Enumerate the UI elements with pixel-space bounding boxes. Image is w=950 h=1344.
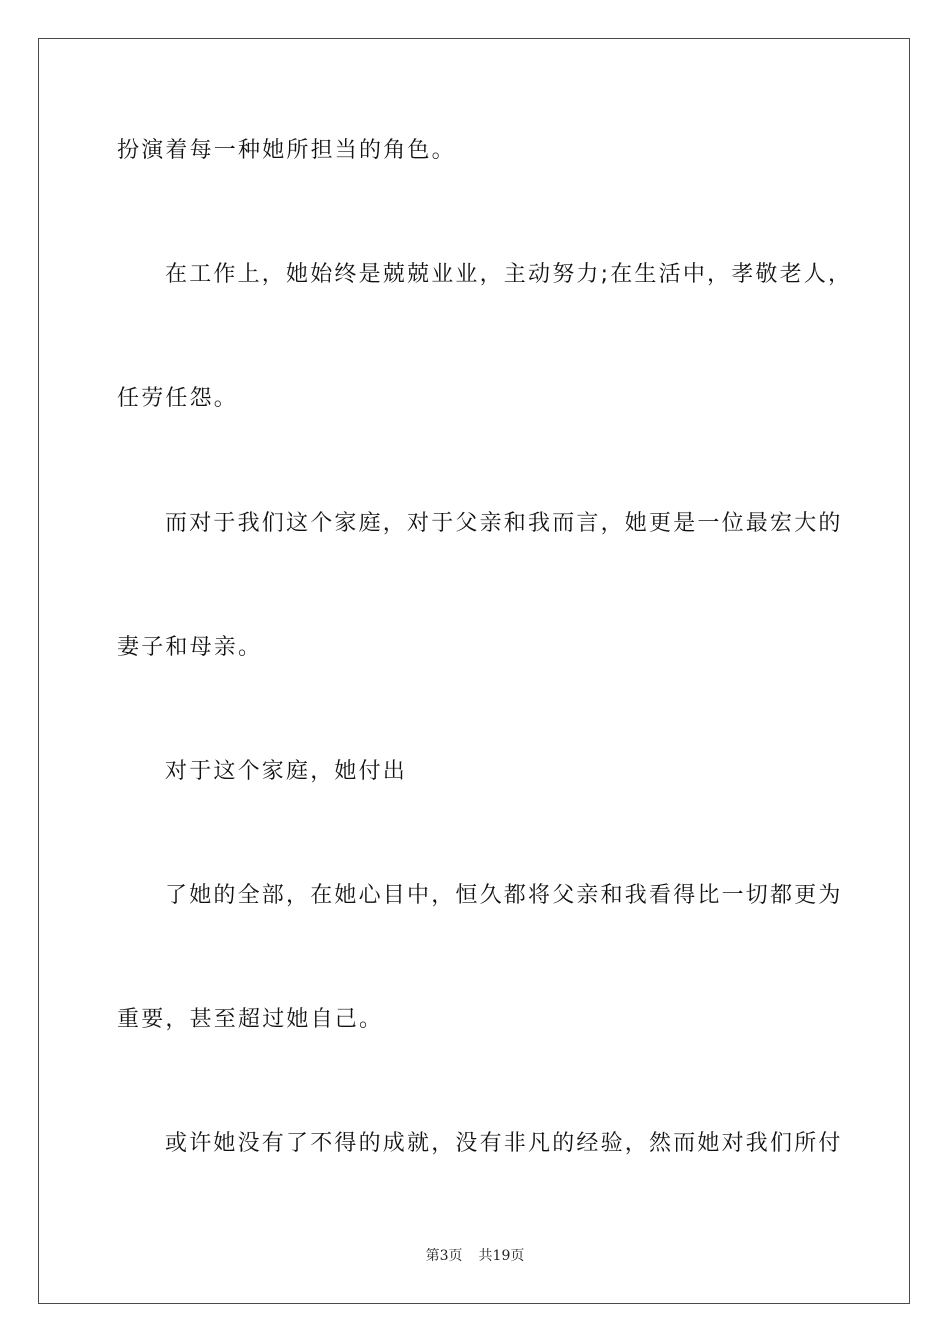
page-border: [38, 38, 910, 1304]
body-line-6: 对于这个家庭，她付出: [165, 759, 408, 784]
body-line-1: 扮演着每一种她所担当的角色。: [117, 138, 456, 163]
body-line-7: 了她的全部，在她心目中，恒久都将父亲和我看得比一切都更为: [165, 883, 843, 908]
body-line-8: 重要，甚至超过她自己。: [117, 1007, 384, 1032]
page-footer: [0, 1247, 950, 1265]
body-line-2: 在工作上，她始终是兢兢业业，主动努力;在生活中，孝敬老人，: [165, 262, 853, 287]
body-line-3: 任劳任怨。: [117, 386, 239, 411]
body-line-4: 而对于我们这个家庭，对于父亲和我而言，她更是一位最宏大的: [165, 511, 843, 536]
page-number: 第3页: [425, 1248, 463, 1264]
body-line-9: 或许她没有了不得的成就，没有非凡的经验，然而她对我们所付: [165, 1131, 843, 1156]
body-line-5: 妻子和母亲。: [117, 635, 263, 660]
total-pages: 共19页: [478, 1248, 525, 1264]
